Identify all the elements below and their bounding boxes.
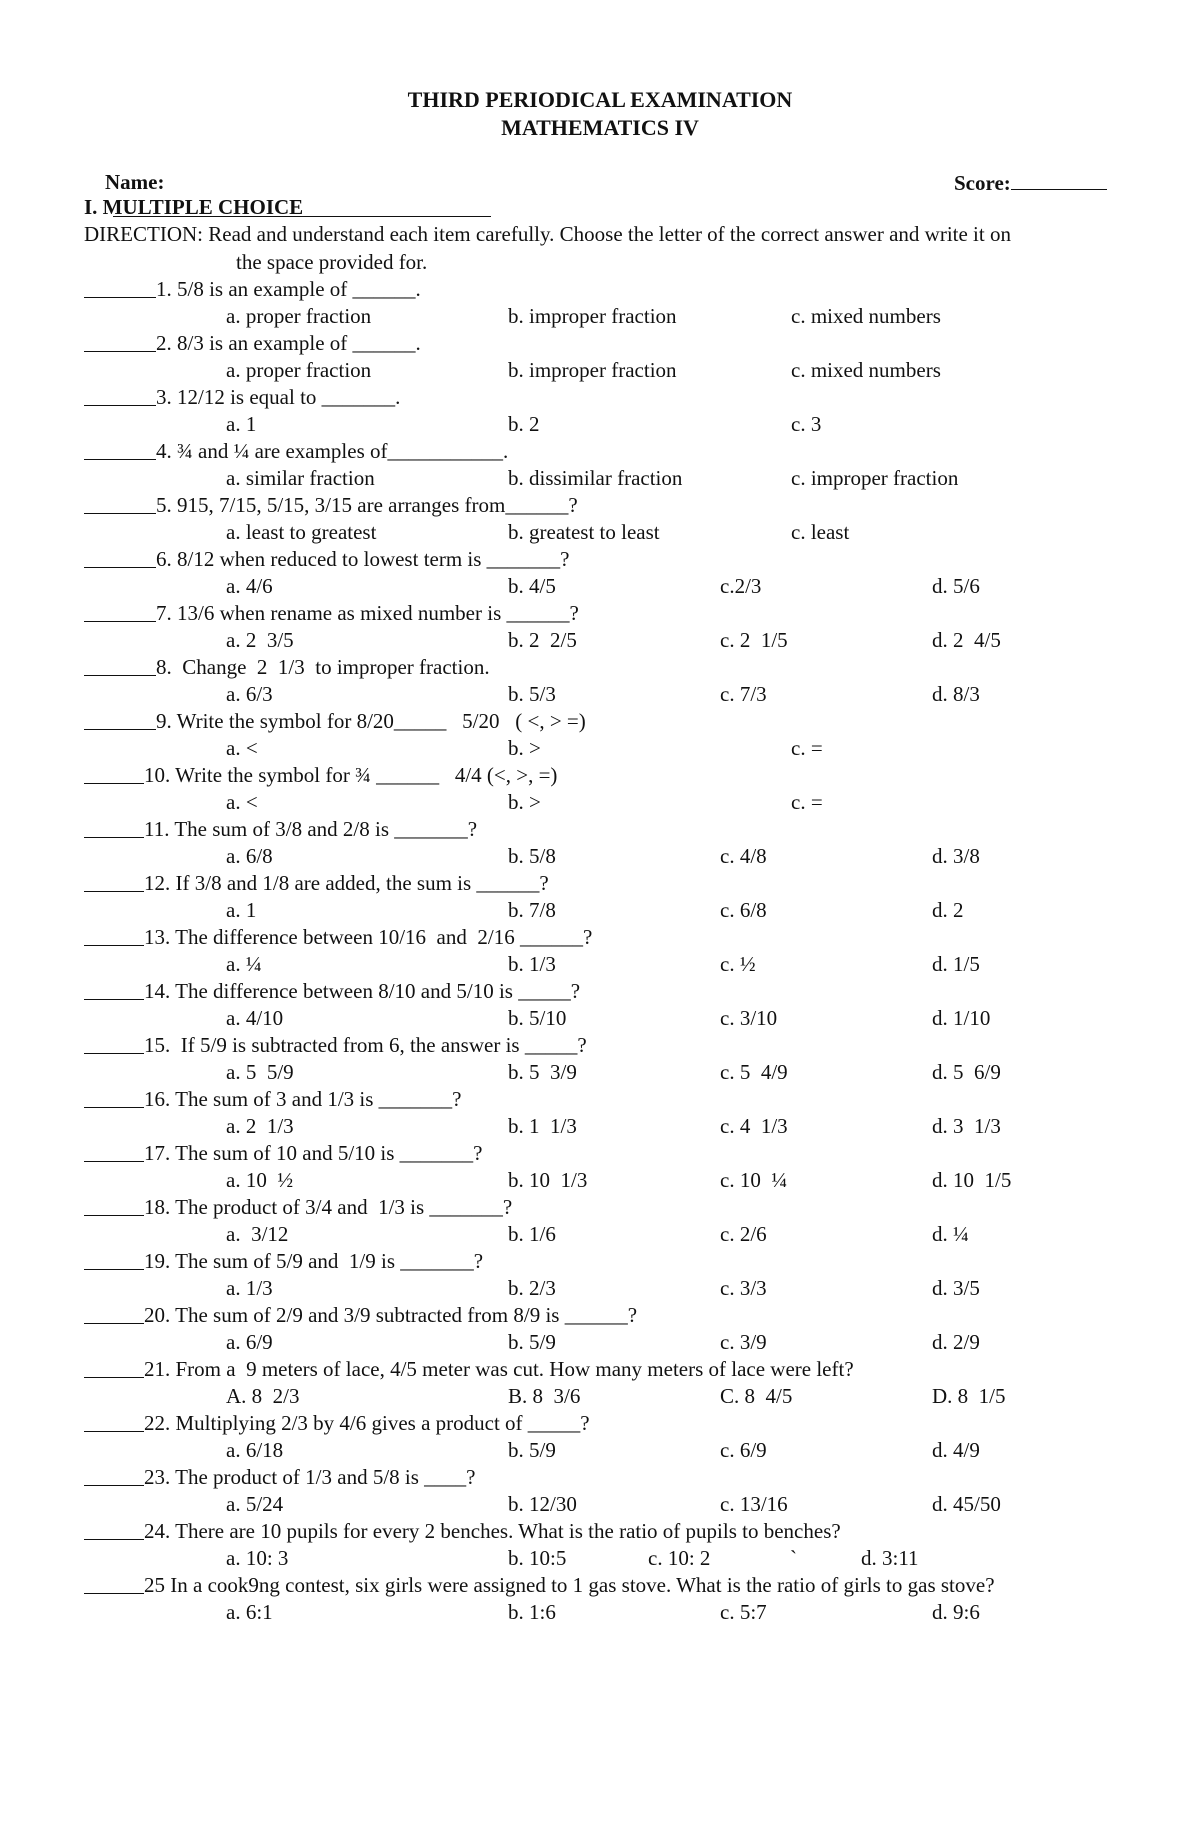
answer-blank[interactable] [84, 276, 156, 298]
question-6 [0, 546, 1200, 573]
option-choice: b. 1 1/3 [508, 1114, 577, 1138]
score-label: Score: [954, 171, 1011, 195]
option-choice: a. 5 5/9 [226, 1060, 294, 1084]
question-text: 14. The difference between 8/10 and 5/10 is _____? [144, 979, 581, 1003]
option-choice: d. 4/9 [932, 1438, 980, 1462]
option-choice: b. dissimilar fraction [508, 466, 683, 490]
direction-text-line1: DIRECTION: Read and understand each item carefully. Choose the letter of the correct answer and write it on [84, 222, 1011, 246]
option-choice: b. greatest to least [508, 520, 660, 544]
option-choice: a. 1 [226, 412, 257, 436]
option-choice: d. 1/10 [932, 1006, 991, 1030]
option-choice: a. 4/6 [226, 574, 273, 598]
option-choice: d. 3 1/3 [932, 1114, 1001, 1138]
option-choice: a. 10 ½ [226, 1168, 294, 1192]
answer-blank[interactable] [84, 1410, 144, 1432]
answer-blank[interactable] [84, 546, 156, 568]
question-text: 9. Write the symbol for 8/20_____ 5/20 ( <, > =) [156, 709, 586, 733]
option-choice: c. 6/8 [720, 898, 767, 922]
option-choice: d. 1/5 [932, 952, 980, 976]
option-choice: d. ¼ [932, 1222, 969, 1246]
option-choice: a. 5/24 [226, 1492, 284, 1516]
answer-blank[interactable] [84, 816, 144, 838]
question-text: 2. 8/3 is an example of ______. [156, 331, 421, 355]
question-3-options [0, 411, 1200, 438]
question-13-options [0, 951, 1200, 978]
option-choice: c. mixed numbers [791, 304, 941, 328]
question-16-options [0, 1113, 1200, 1140]
option-choice: c. 5:7 [720, 1600, 767, 1624]
question-24-options [0, 1545, 1200, 1572]
option-choice: d. 45/50 [932, 1492, 1001, 1516]
question-22-options [0, 1437, 1200, 1464]
question-23 [0, 1464, 1200, 1491]
option-choice: b. 7/8 [508, 898, 556, 922]
answer-blank[interactable] [84, 330, 156, 352]
question-text: 18. The product of 3/4 and 1/3 is _______? [144, 1195, 513, 1219]
option-choice: c. 10: 2 [648, 1546, 711, 1570]
option-choice: c. 7/3 [720, 682, 767, 706]
option-choice: b. 5/8 [508, 844, 556, 868]
option-choice: b. 1/6 [508, 1222, 556, 1246]
section-heading: I. MULTIPLE CHOICE [84, 195, 304, 219]
option-choice: d. 5/6 [932, 574, 980, 598]
question-21 [0, 1356, 1200, 1383]
option-choice: c. 3/10 [720, 1006, 778, 1030]
question-4 [0, 438, 1200, 465]
option-choice: c. 10 ¼ [720, 1168, 788, 1192]
answer-blank[interactable] [84, 708, 156, 730]
direction-text-line2: the space provided for. [236, 250, 428, 274]
option-choice: a. 6/9 [226, 1330, 273, 1354]
option-choice: a. 6/8 [226, 844, 273, 868]
question-20 [0, 1302, 1200, 1329]
option-choice: d. 9:6 [932, 1600, 980, 1624]
question-18-options [0, 1221, 1200, 1248]
option-choice: d. 3/8 [932, 844, 980, 868]
exam-subject: MATHEMATICS IV [501, 115, 699, 140]
question-5 [0, 492, 1200, 519]
option-choice: d. 2 4/5 [932, 628, 1001, 652]
option-choice: D. 8 1/5 [932, 1384, 1006, 1408]
option-choice: c. = [791, 790, 823, 814]
name-label: Name: [105, 170, 165, 194]
question-text: 15. If 5/9 is subtracted from 6, the answer is _____? [144, 1033, 587, 1057]
option-choice: b. 2/3 [508, 1276, 556, 1300]
option-choice: b. 5/9 [508, 1330, 556, 1354]
question-12-options [0, 897, 1200, 924]
answer-blank[interactable] [84, 1464, 144, 1486]
option-choice: d. 3/5 [932, 1276, 980, 1300]
question-text: 1. 5/8 is an example of ______. [156, 277, 421, 301]
question-text: 10. Write the symbol for ¾ ______ 4/4 (<, >, =) [144, 763, 558, 787]
option-choice: c. least [791, 520, 850, 544]
question-text: 25 In a cook9ng contest, six girls were assigned to 1 gas stove. What is the ratio of girls to gas stove? [144, 1573, 995, 1597]
option-choice: c. 2/6 [720, 1222, 767, 1246]
question-24 [0, 1518, 1200, 1545]
option-choice: c. improper fraction [791, 466, 959, 490]
question-text: 19. The sum of 5/9 and 1/9 is _______? [144, 1249, 484, 1273]
option-choice: a. < [226, 736, 258, 760]
option-choice: b. improper fraction [508, 358, 677, 382]
option-choice: b. 5/9 [508, 1438, 556, 1462]
question-17 [0, 1140, 1200, 1167]
question-text: 12. If 3/8 and 1/8 are added, the sum is ______? [144, 871, 549, 895]
answer-blank[interactable] [84, 924, 144, 946]
option-choice: c. 5 4/9 [720, 1060, 788, 1084]
option-choice: a. 6/18 [226, 1438, 284, 1462]
answer-blank[interactable] [84, 492, 156, 514]
question-text: 24. There are 10 pupils for every 2 benches. What is the ratio of pupils to benches? [144, 1519, 841, 1543]
option-choice: a. 2 3/5 [226, 628, 294, 652]
question-text: 5. 915, 7/15, 5/15, 3/15 are arranges from______? [156, 493, 578, 517]
question-text: 7. 13/6 when rename as mixed number is ______? [156, 601, 579, 625]
question-text: 23. The product of 1/3 and 5/8 is ____? [144, 1465, 476, 1489]
question-text: 17. The sum of 10 and 5/10 is _______? [144, 1141, 483, 1165]
question-18 [0, 1194, 1200, 1221]
answer-blank[interactable] [84, 1356, 144, 1378]
question-25-options [0, 1599, 1200, 1626]
question-8-options [0, 681, 1200, 708]
option-choice: d. 8/3 [932, 682, 980, 706]
option-choice: a. least to greatest [226, 520, 377, 544]
option-choice: b. 2 [508, 412, 540, 436]
score-blank[interactable] [1011, 169, 1107, 190]
answer-blank[interactable] [84, 978, 144, 1000]
answer-blank[interactable] [84, 1194, 144, 1216]
option-choice: ` [790, 1546, 797, 1570]
option-choice: a. proper fraction [226, 304, 372, 328]
question-1-options [0, 303, 1200, 330]
option-choice: b. > [508, 790, 541, 814]
question-14 [0, 978, 1200, 1005]
option-choice: c. 13/16 [720, 1492, 788, 1516]
question-text: 11. The sum of 3/8 and 2/8 is _______? [144, 817, 478, 841]
answer-blank[interactable] [84, 438, 156, 460]
question-2-options [0, 357, 1200, 384]
question-7 [0, 600, 1200, 627]
question-7-options [0, 627, 1200, 654]
answer-blank[interactable] [84, 600, 156, 622]
option-choice: a. 10: 3 [226, 1546, 289, 1570]
question-13 [0, 924, 1200, 951]
option-choice: c. 3 [791, 412, 822, 436]
option-choice: c.2/3 [720, 574, 762, 598]
option-choice: a. 2 1/3 [226, 1114, 294, 1138]
option-choice: a. < [226, 790, 258, 814]
option-choice: b. > [508, 736, 541, 760]
option-choice: b. 10:5 [508, 1546, 567, 1570]
answer-blank[interactable] [84, 1140, 144, 1162]
answer-blank[interactable] [84, 1302, 144, 1324]
option-choice: d. 3:11 [861, 1546, 919, 1570]
answer-blank[interactable] [84, 654, 156, 676]
question-text: 22. Multiplying 2/3 by 4/6 gives a product of _____? [144, 1411, 590, 1435]
question-17-options [0, 1167, 1200, 1194]
option-choice: d. 2/9 [932, 1330, 980, 1354]
question-10-options [0, 789, 1200, 816]
question-20-options [0, 1329, 1200, 1356]
question-4-options [0, 465, 1200, 492]
option-choice: b. 1:6 [508, 1600, 556, 1624]
answer-blank[interactable] [84, 384, 156, 406]
option-choice: c. ½ [720, 952, 756, 976]
option-choice: a. 6/3 [226, 682, 273, 706]
question-19 [0, 1248, 1200, 1275]
option-choice: a. 1 [226, 898, 257, 922]
option-choice: c. 3/3 [720, 1276, 767, 1300]
answer-blank[interactable] [84, 1032, 144, 1054]
question-11-options [0, 843, 1200, 870]
question-25 [0, 1572, 1200, 1599]
question-10 [0, 762, 1200, 789]
question-11 [0, 816, 1200, 843]
question-list [0, 276, 1200, 1626]
question-text: 8. Change 2 1/3 to improper fraction. [156, 655, 490, 679]
answer-blank[interactable] [84, 762, 144, 784]
option-choice: b. improper fraction [508, 304, 677, 328]
question-23-options [0, 1491, 1200, 1518]
option-choice: b. 2 2/5 [508, 628, 577, 652]
option-choice: B. 8 3/6 [508, 1384, 581, 1408]
question-text: 16. The sum of 3 and 1/3 is _______? [144, 1087, 462, 1111]
option-choice: c. mixed numbers [791, 358, 941, 382]
question-22 [0, 1410, 1200, 1437]
option-choice: A. 8 2/3 [226, 1384, 300, 1408]
question-16 [0, 1086, 1200, 1113]
answer-blank[interactable] [84, 1572, 144, 1594]
question-text: 6. 8/12 when reduced to lowest term is _______? [156, 547, 570, 571]
option-choice: b. 10 1/3 [508, 1168, 588, 1192]
option-choice: d. 2 [932, 898, 964, 922]
question-15-options [0, 1059, 1200, 1086]
question-19-options [0, 1275, 1200, 1302]
question-21-options [0, 1383, 1200, 1410]
option-choice: c. 3/9 [720, 1330, 767, 1354]
option-choice: b. 5 3/9 [508, 1060, 577, 1084]
option-choice: a. similar fraction [226, 466, 375, 490]
question-12 [0, 870, 1200, 897]
question-text: 4. ¾ and ¼ are examples of___________. [156, 439, 509, 463]
option-choice: b. 4/5 [508, 574, 556, 598]
answer-blank[interactable] [84, 870, 144, 892]
option-choice: c. 4/8 [720, 844, 767, 868]
answer-blank[interactable] [84, 1248, 144, 1270]
option-choice: a. 3/12 [226, 1222, 289, 1246]
option-choice: c. 4 1/3 [720, 1114, 788, 1138]
question-5-options [0, 519, 1200, 546]
question-6-options [0, 573, 1200, 600]
option-choice: a. ¼ [226, 952, 262, 976]
question-8 [0, 654, 1200, 681]
option-choice: c. 2 1/5 [720, 628, 788, 652]
option-choice: a. 1/3 [226, 1276, 273, 1300]
option-choice: c. 6/9 [720, 1438, 767, 1462]
question-9-options [0, 735, 1200, 762]
option-choice: a. 4/10 [226, 1006, 284, 1030]
option-choice: d. 10 1/5 [932, 1168, 1012, 1192]
option-choice: a. proper fraction [226, 358, 372, 382]
question-text: 21. From a 9 meters of lace, 4/5 meter was cut. How many meters of lace were left? [144, 1357, 854, 1381]
option-choice: c. = [791, 736, 823, 760]
question-text: 20. The sum of 2/9 and 3/9 subtracted from 8/9 is ______? [144, 1303, 638, 1327]
question-1 [0, 276, 1200, 303]
option-choice: a. 6:1 [226, 1600, 273, 1624]
question-9 [0, 708, 1200, 735]
question-3 [0, 384, 1200, 411]
answer-blank[interactable] [84, 1086, 144, 1108]
exam-title: THIRD PERIODICAL EXAMINATION [407, 87, 793, 112]
option-choice: b. 5/10 [508, 1006, 567, 1030]
option-choice: b. 1/3 [508, 952, 556, 976]
answer-blank[interactable] [84, 1518, 144, 1540]
option-choice: C. 8 4/5 [720, 1384, 793, 1408]
option-choice: b. 5/3 [508, 682, 556, 706]
option-choice: d. 5 6/9 [932, 1060, 1001, 1084]
option-choice: b. 12/30 [508, 1492, 577, 1516]
question-text: 3. 12/12 is equal to _______. [156, 385, 401, 409]
question-15 [0, 1032, 1200, 1059]
question-2 [0, 330, 1200, 357]
question-text: 13. The difference between 10/16 and 2/16 ______? [144, 925, 593, 949]
question-14-options [0, 1005, 1200, 1032]
